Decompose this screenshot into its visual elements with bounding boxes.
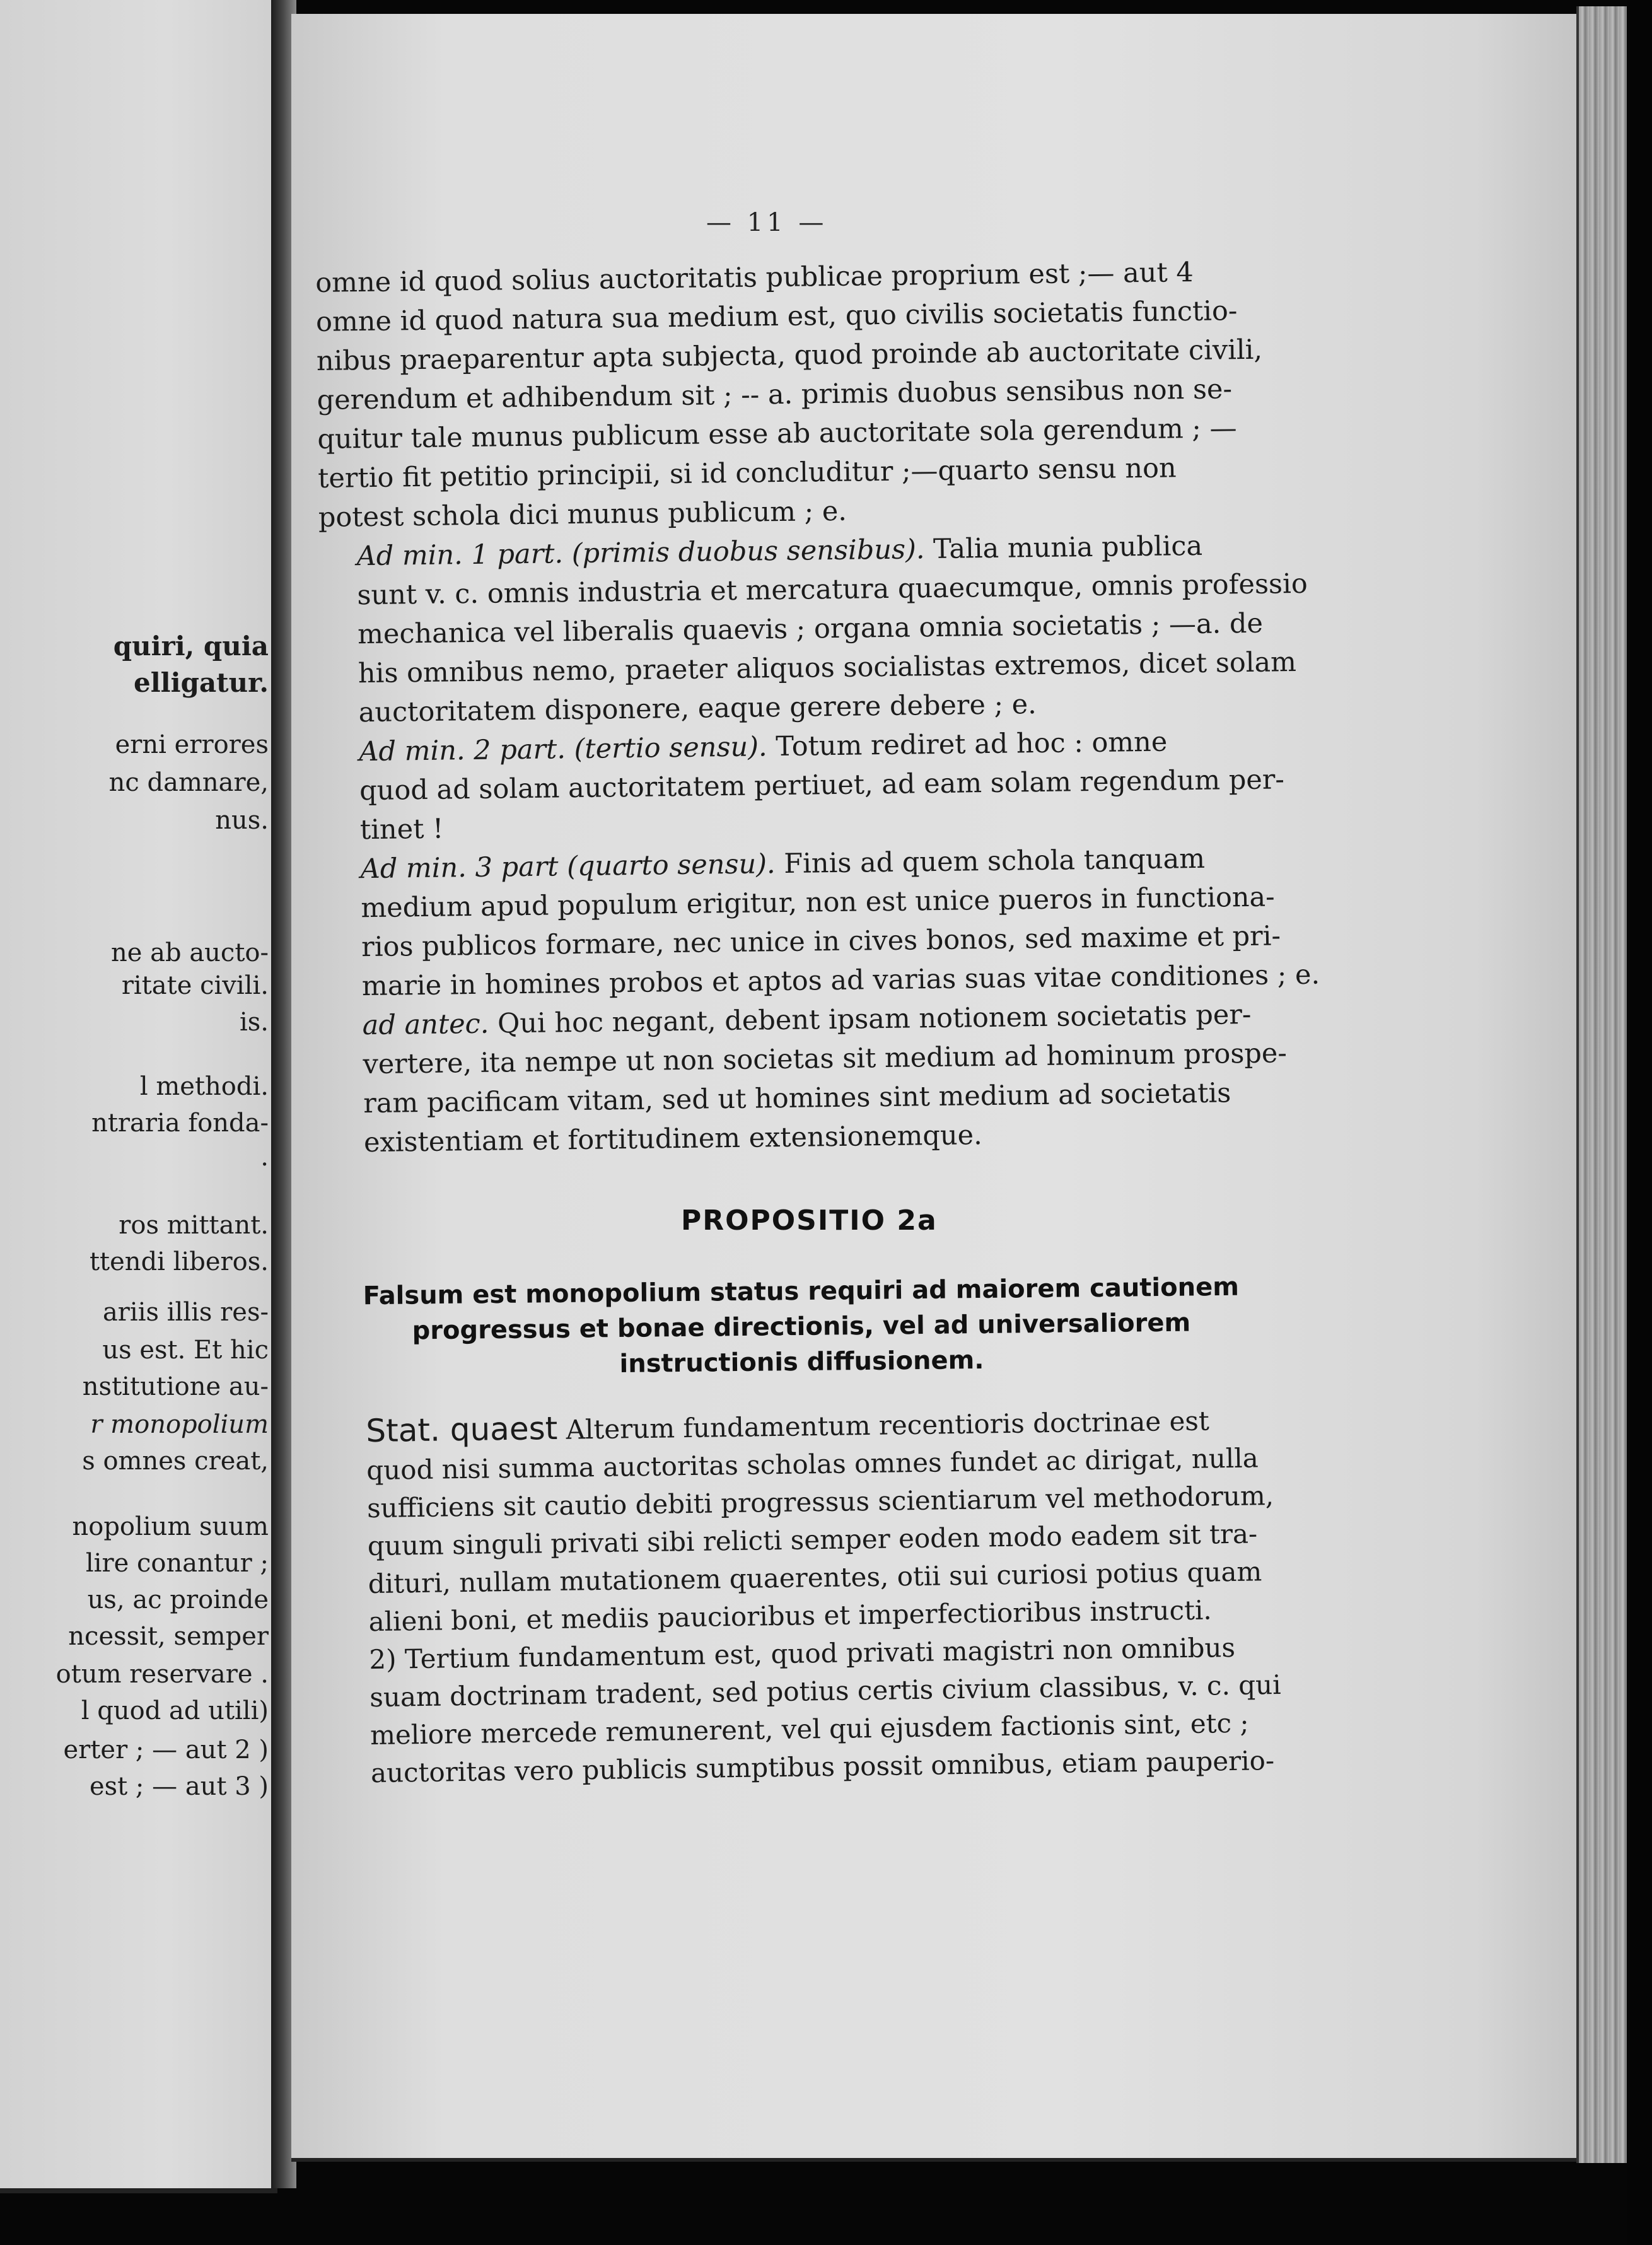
paragraph-5 — [324, 995, 1288, 1163]
text-line: alieni boni, et mediis paucioribus et imperfectioribus instructi. — [368, 1594, 1213, 1638]
paragraph-7 — [331, 1628, 1279, 1793]
body-text-lower — [328, 1399, 1279, 1793]
text-line: potest schola dici munus publicum ; e. — [318, 495, 847, 534]
text-run: Alterum fundamentum recentioris doctrinae est — [566, 1405, 1210, 1445]
text-line: ram pacificam vitam, sed ut homines sint medium ad societatis — [363, 1077, 1231, 1120]
fragment-line: est ; — aut 3 ) — [89, 1772, 269, 1801]
text-line: medium apud populum erigitur, non est unice pueros in functiona- — [361, 881, 1275, 924]
fragment-line: nopolium suum — [72, 1512, 269, 1541]
text-line: gerendum et adhibendum sit ; -- a. primis duobus sensibus non se- — [317, 373, 1233, 416]
paragraph-label: Ad min. 2 part. (tertio sensu). — [359, 731, 767, 768]
fragment-line: r monopolium — [90, 1410, 269, 1439]
paragraph-4 — [322, 839, 1320, 1006]
fragment-line: erni errores — [115, 730, 269, 759]
paragraph-1 — [315, 252, 1263, 537]
fragment-line: ttendi liberos. — [89, 1247, 269, 1276]
page-stack-edge — [1576, 6, 1629, 2163]
proposition-heading: PROPOSITIO 2a — [681, 1204, 938, 1237]
text-line: omne id quod natura sua medium est, quo civilis societatis functio- — [315, 295, 1238, 338]
text-line: existentiam et fortitudinem extensionemque. — [363, 1119, 983, 1159]
fragment-line: ariis illis res- — [102, 1298, 269, 1327]
proposition-title — [328, 1269, 1275, 1385]
text-line: nibus praeparentur apta subjecta, quod proinde ab auctoritate civili, — [316, 334, 1263, 377]
title-line: Falsum est monopolium status requiri ad maiorem cautionem — [363, 1272, 1240, 1311]
fragment-line: ne ab aucto- — [111, 938, 269, 967]
fragment-line: . — [260, 1143, 269, 1172]
fragment-line: ritate civili. — [121, 971, 269, 1000]
fragment-line: elligatur. — [134, 667, 269, 698]
fragment-line: otum reservare . — [55, 1660, 269, 1689]
text-line: omne id quod solius auctoritatis publicae proprium est ;— aut 4 — [315, 256, 1194, 299]
page-number: — 11 — — [706, 208, 828, 237]
text-line: tinet ! — [359, 813, 444, 846]
paragraph-2 — [318, 526, 1308, 733]
text-line: tertio fit petitio principii, si id concluditur ;—quarto sensu non — [317, 452, 1177, 494]
paragraph-label: Ad min. 1 part. (primis duobus sensibus). — [356, 534, 925, 573]
text-line: marie in homines probos et aptos ad varias suas vitae conditiones ; e. — [361, 959, 1320, 1003]
text-line: mechanica vel liberalis quaevis ; organa omnia societatis ; —a. de — [357, 607, 1264, 651]
text-run: Talia munia publica — [933, 530, 1203, 566]
paragraph-6 — [328, 1399, 1277, 1641]
text-line: sufficiens sit cautio debiti progressus scientiarum vel methodorum, — [366, 1480, 1274, 1524]
text-line: rios publicos formare, nec unice in cives bonos, sed maxime et pri- — [361, 920, 1281, 964]
scan-border — [1627, 0, 1652, 2245]
fragment-line: l methodi. — [139, 1072, 269, 1101]
text-line: suam doctrinam tradent, sed potius certis civium classibus, v. c. qui — [369, 1669, 1281, 1713]
paragraph-label: Ad min. 3 part (quarto sensu). — [360, 848, 776, 885]
body-text-upper — [315, 252, 1320, 1163]
title-line: instructionis diffusionem. — [619, 1345, 984, 1379]
text-run: Finis ad quem schola tanquam — [783, 843, 1206, 880]
fragment-line: nus. — [215, 806, 269, 835]
fragment-line: is. — [239, 1008, 269, 1037]
fragment-line: us, ac proinde — [87, 1585, 269, 1614]
text-line: auctoritas vero publicis sumptibus possit omnibus, etiam pauperio- — [370, 1745, 1275, 1789]
fragment-line: l quod ad utili) — [81, 1696, 269, 1725]
previous-page-fragment — [0, 0, 277, 2193]
fragment-line: ros mittant. — [119, 1211, 269, 1240]
fragment-line: ntraria fonda- — [91, 1109, 269, 1138]
title-line: progressus et bonae directionis, vel ad universaliorem — [412, 1308, 1191, 1346]
paragraph-3 — [321, 721, 1285, 850]
fragment-line: quiri, quia — [113, 631, 269, 662]
text-line: sunt v. c. omnis industria et mercatura quaecumque, omnis professio — [357, 568, 1308, 612]
paragraph-label: ad antec. — [362, 1008, 489, 1042]
text-line: dituri, nullam mutationem quaerentes, otii sui curiosi potius quam — [368, 1556, 1262, 1600]
fragment-line: s omnes creat, — [82, 1447, 269, 1476]
fragment-line: nstitutione au- — [82, 1372, 269, 1401]
text-line: quitur tale munus publicum esse ab auctoritate sola gerendum ; — — [317, 412, 1237, 455]
paragraph-lead: Stat. quaest — [366, 1409, 558, 1450]
fragment-line: us est. Et hic — [102, 1336, 269, 1365]
fragment-line: nc damnare, — [108, 768, 269, 797]
text-line: meliore mercede remunerent, vel qui ejusdem factionis sint, etc ; — [369, 1707, 1249, 1751]
text-line: his omnibus nemo, praeter aliquos socialistas extremos, dicet solam — [358, 646, 1297, 690]
text-line: auctoritatem disponere, eaque gerere debere ; e. — [358, 689, 1037, 729]
fragment-line: erter ; — aut 2 ) — [63, 1735, 269, 1764]
text-line: quum singuli privati sibi relicti semper eoden modo eadem sit tra- — [367, 1518, 1258, 1562]
text-line: 2) Tertium fundamentum est, quod privati magistri non omnibus — [369, 1631, 1236, 1676]
fragment-line: lire conantur ; — [85, 1549, 269, 1578]
text-line: quod nisi summa auctoritas scholas omnes fundet ac dirigat, nulla — [366, 1442, 1259, 1486]
text-run: Qui hoc negant, debent ipsam notionem societatis per- — [497, 998, 1252, 1040]
text-line: quod ad solam auctoritatem pertiuet, ad eam solam regendum per- — [359, 764, 1285, 807]
text-line: vertere, ita nempe ut non societas sit medium ad hominum prospe- — [363, 1037, 1288, 1081]
text-run: Totum rediret ad hoc : omne — [776, 726, 1168, 763]
fragment-line: ncessit, semper — [68, 1622, 269, 1651]
